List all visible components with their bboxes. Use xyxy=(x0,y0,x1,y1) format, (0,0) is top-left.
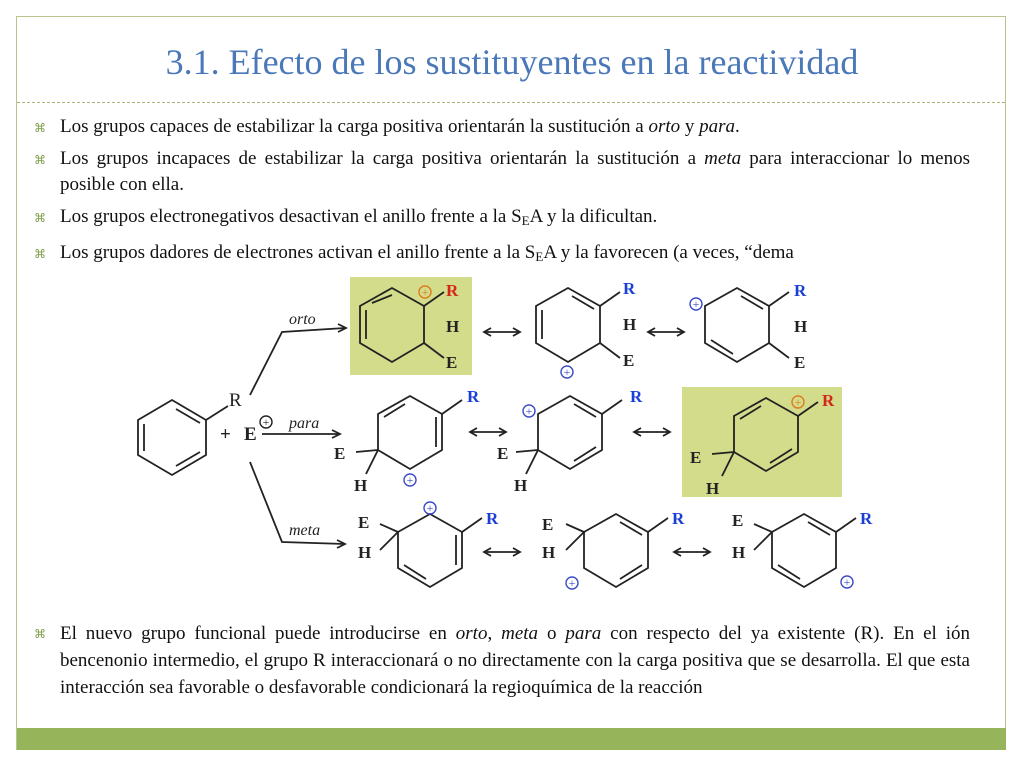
para-structure-1 xyxy=(356,396,462,474)
hydrogen-label: H xyxy=(354,476,368,495)
charge-label: + xyxy=(568,576,576,590)
resonance-arrow xyxy=(470,428,506,436)
bullet-text: . xyxy=(735,116,740,137)
bullet-item xyxy=(34,620,970,701)
resonance-arrow xyxy=(634,428,670,436)
route-label-meta: meta xyxy=(289,522,321,539)
bullet-marker-icon: ⌘ xyxy=(34,121,46,135)
electrophile-label: E xyxy=(623,351,635,370)
bullet-text: Los grupos incapaces de estabilizar la carga positiva orientarán la sustitución a xyxy=(60,148,705,169)
substituent-r: R xyxy=(672,509,685,528)
meta-structure-1 xyxy=(380,514,482,587)
substituent-r: R xyxy=(446,281,459,300)
bullet-text: A y la dificultan. xyxy=(529,206,658,227)
bullet-italic: para xyxy=(565,623,602,644)
charge-label: + xyxy=(843,575,851,589)
charge-label: + xyxy=(421,285,429,299)
bullet-text: para interaccionar lo menos posible con ella. xyxy=(60,148,970,195)
route-label-para: para xyxy=(289,415,320,432)
charge-label: + xyxy=(692,297,700,311)
bullet-text: , xyxy=(487,623,502,644)
subscript: E xyxy=(521,213,530,228)
bullet-italic: orto xyxy=(455,623,488,644)
subscript: E xyxy=(535,249,544,264)
electrophile-label: E xyxy=(732,511,744,530)
substituent-r: R xyxy=(794,281,807,300)
electrophile-label: E xyxy=(497,444,509,463)
bullet-marker-icon: ⌘ xyxy=(34,627,46,641)
plus-sign: + xyxy=(220,424,231,445)
footer-bar xyxy=(17,728,1006,750)
bullet-text: A y la favorecen (a veces, “dema xyxy=(543,242,794,263)
substituent-r: R xyxy=(822,391,835,410)
bullet-marker-icon: ⌘ xyxy=(34,153,46,167)
charge-label: + xyxy=(525,404,533,418)
reaction-scheme xyxy=(115,272,905,602)
meta-structure-2 xyxy=(566,514,668,587)
bullet-text: o xyxy=(538,623,566,644)
bullet-text: Los grupos capaces de estabilizar la carga positiva orientarán la sustitución a xyxy=(60,116,649,137)
substituent-r: R xyxy=(623,279,636,298)
resonance-arrow xyxy=(484,548,520,556)
r-label: R xyxy=(229,390,242,411)
bullet-marker-icon: ⌘ xyxy=(34,211,46,225)
electrophile-label: E xyxy=(244,424,257,445)
charge-label: + xyxy=(563,365,571,379)
bullet-text: El nuevo grupo funcional puede introducirse en xyxy=(60,623,456,644)
bullet-italic: orto xyxy=(648,116,681,137)
electrophile-label: E xyxy=(542,515,554,534)
electrophile-label: E xyxy=(690,448,702,467)
meta-structure-3 xyxy=(754,514,856,587)
bullet-item xyxy=(34,240,970,270)
bullet-item xyxy=(34,146,970,198)
hydrogen-label: H xyxy=(732,543,746,562)
bullet-text: y xyxy=(680,116,700,137)
route-arrow-orto xyxy=(250,328,345,395)
resonance-arrow xyxy=(648,328,684,336)
resonance-arrow xyxy=(484,328,520,336)
hydrogen-label: H xyxy=(358,543,372,562)
route-label-orto: orto xyxy=(289,311,316,328)
hydrogen-label: H xyxy=(514,476,528,495)
hydrogen-label: H xyxy=(623,315,637,334)
bullet-text: Los grupos electronegativos desactivan el anillo frente a la S xyxy=(60,206,522,227)
electrophile-label: E xyxy=(358,513,370,532)
substituent-r: R xyxy=(467,387,480,406)
hydrogen-label: H xyxy=(706,479,720,498)
slide-title: 3.1. Efecto de los sustituyentes en la reactividad xyxy=(165,42,859,82)
bullet-item xyxy=(34,204,970,234)
hydrogen-label: H xyxy=(542,543,556,562)
bullet-item xyxy=(34,114,970,140)
substituent-r: R xyxy=(860,509,873,528)
resonance-arrow xyxy=(674,548,710,556)
charge-label: + xyxy=(262,415,270,429)
electrophile-label: E xyxy=(446,353,458,372)
bullet-marker-icon: ⌘ xyxy=(34,247,46,261)
bullet-list xyxy=(34,114,970,276)
bullet-italic: para xyxy=(699,116,736,137)
bullet-text: Los grupos dadores de electrones activan el anillo frente a la S xyxy=(60,242,536,263)
orto-structure-3 xyxy=(705,288,789,362)
substituent-r: R xyxy=(630,387,643,406)
hydrogen-label: H xyxy=(794,317,808,336)
charge-label: + xyxy=(426,501,434,515)
benzene-ring xyxy=(138,400,228,475)
electrophile-label: E xyxy=(334,444,346,463)
charge-label: + xyxy=(406,473,414,487)
bullet-italic: meta xyxy=(704,148,742,169)
title-divider xyxy=(17,102,1005,103)
reaction-scheme-svg xyxy=(115,272,905,602)
bullet-text: con respecto del ya existente (R). En el ión bencenonio intermedio, el grupo R interaccionará o no directamente con la carga positiva que se desarrolla. El que esta interacción sea favorable o desfavorable condicionará la regioquímica de la reacción xyxy=(60,623,970,698)
hydrogen-label: H xyxy=(446,317,460,336)
electrophile-label: E xyxy=(794,353,806,372)
charge-label: + xyxy=(794,395,802,409)
bullet-italic: meta xyxy=(501,623,539,644)
bottom-bullet xyxy=(34,620,970,707)
orto-structure-2 xyxy=(536,288,620,362)
substituent-r: R xyxy=(486,509,499,528)
